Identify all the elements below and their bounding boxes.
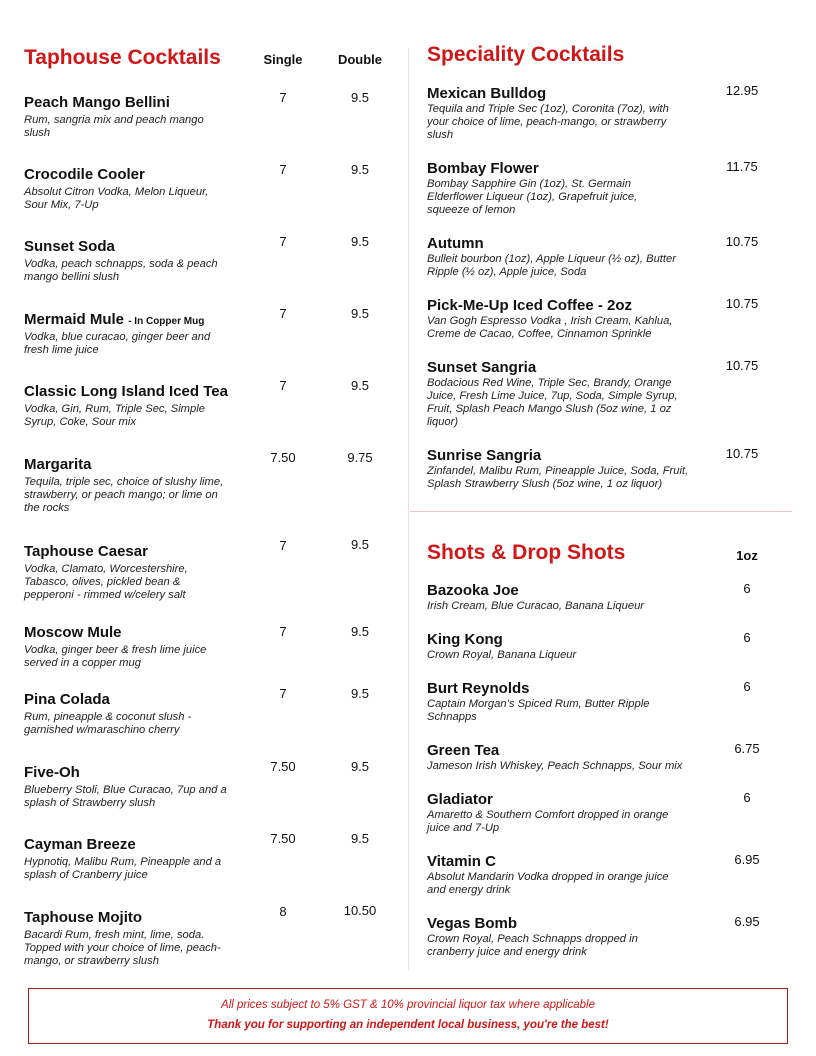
menu-item [24,238,229,284]
thanks-note: Thank you for supporting an independent local business, you're the best! [207,1019,609,1031]
single-price: 8 [279,904,287,919]
menu-item [24,764,236,810]
single-column-header: Single [263,52,303,67]
item-name: Gladiator [427,791,493,808]
item-description: Bodacious Red Wine, Triple Sec, Brandy, Orange Juice, Fresh Lime Juice, 7up, Soda, Simple Syrup, Fruit, Splash Peach Mango Slush (5oz wine, 1 oz liquor) [427,377,678,428]
menu-item [24,311,229,357]
item-description: Amaretto & Southern Comfort dropped in orange juice and 7-Up [427,809,669,834]
menu-item [24,624,224,670]
item-description: Tequila, triple sec, choice of slushy lime, strawberry, or peach mango; or lime on the rocks [24,476,224,514]
item-description: Vodka, Clamato, Worcestershire, Tabasco, olives, pickled bean & pepperoni - rimmed w/celery salt [24,563,188,601]
menu-item [427,297,689,341]
item-name: Bombay Flower [427,160,539,177]
item-name: Pina Colada [24,691,110,708]
double-column-header: Double [337,52,383,67]
double-price: 9.5 [350,759,370,774]
menu-item [427,680,677,724]
size-column-header: 1oz [736,548,758,563]
section-divider [410,511,792,512]
menu-item [24,543,202,602]
menu-item [24,94,229,140]
item-description: Tequila and Triple Sec (1oz), Coronita (7oz), with your choice of lime, peach-mango, or strawberry slush [427,103,669,141]
item-price: 10.75 [725,446,759,461]
item-description: Bacardi Rum, fresh mint, lime, soda. Topped with your choice of lime, peach-mango, or strawberry slush [24,929,221,967]
double-price: 9.5 [350,306,370,321]
item-description: Absolut Citron Vodka, Melon Liqueur, Sour Mix, 7-Up [24,186,209,211]
menu-item [24,456,236,515]
single-price: 7.50 [270,831,296,846]
menu-item [427,85,685,142]
item-name: Taphouse Mojito [24,909,143,926]
item-name: Mermaid Mule - In Copper Mug [24,311,205,328]
menu-item [24,836,236,882]
item-name: Taphouse Caesar [24,543,148,560]
item-description: Blueberry Stoli, Blue Curacao, 7up and a splash of Strawberry slush [24,784,227,809]
item-description: Rum, pineapple & coconut slush - garnished w/maraschino cherry [24,711,192,736]
tax-note: All prices subject to 5% GST & 10% provincial liquor tax where applicable [221,999,595,1011]
item-price: 11.75 [726,159,758,174]
menu-item [24,166,229,212]
single-price: 7 [279,162,287,177]
shots-title: Shots & Drop Shots [427,541,626,564]
double-price: 9.5 [350,624,370,639]
item-description: Hypnotiq, Malibu Rum, Pineapple and a splash of Cranberry juice [24,856,222,881]
menu-item [24,383,229,429]
item-name: Bazooka Joe [427,582,519,599]
item-price: 10.75 [725,358,759,373]
item-description: Crown Royal, Banana Liqueur [427,649,577,661]
double-price: 9.5 [350,162,370,177]
item-description: Rum, sangria mix and peach mango slush [24,114,204,139]
item-name: Mexican Bulldog [427,85,547,102]
single-price: 7 [279,234,287,249]
item-name: Margarita [24,456,92,473]
single-price: 7 [279,90,287,105]
item-description: Vodka, blue curacao, ginger beer and fresh lime juice [24,331,211,356]
item-description: Absolut Mandarin Vodka dropped in orange juice and energy drink [427,871,669,896]
item-price: 10.75 [725,296,759,311]
menu-item [427,915,667,959]
speciality-cocktails-section [427,43,787,958]
item-name: Moscow Mule [24,624,122,641]
single-price: 7 [279,378,287,393]
single-price: 7 [279,686,287,701]
item-name: Vegas Bomb [427,915,518,932]
menu-item [24,691,209,737]
item-description: Vodka, Gin, Rum, Triple Sec, Simple Syrup, Coke, Sour mix [24,403,205,428]
menu-item [427,853,689,897]
item-price: 6.95 [734,852,760,867]
item-price: 6 [743,679,751,694]
item-name: Crocodile Cooler [24,166,145,183]
single-price: 7 [279,624,287,639]
double-price: 9.5 [350,90,370,105]
item-name: King Kong [427,631,503,648]
item-price: 6 [743,581,751,596]
taphouse-cocktails-section [24,46,394,967]
menu-item [24,909,224,968]
column-divider [408,48,409,970]
double-price: 9.5 [350,537,370,552]
single-price: 7 [279,306,287,321]
footer-notice [28,988,788,1044]
double-price: 9.5 [350,234,370,249]
item-name: Cayman Breeze [24,836,136,853]
item-description: Vodka, ginger beer & fresh lime juice served in a copper mug [24,644,207,669]
single-price: 7 [279,538,287,553]
menu-item [427,235,697,279]
item-name: Burt Reynolds [427,680,530,697]
item-name: Sunset Soda [24,238,115,255]
item-name: Five-Oh [24,764,80,781]
item-description: Zinfandel, Malibu Rum, Pineapple Juice, Soda, Fruit, Splash Strawberry Slush (5oz wine, 1 oz liquor) [427,465,689,490]
item-price: 6 [743,790,751,805]
item-name: Sunrise Sangria [427,447,542,464]
menu-item [427,359,689,429]
item-description: Bulleit bourbon (1oz), Apple Liqueur (½ oz), Butter Ripple (½ oz), Apple juice, Soda [427,253,676,278]
single-price: 7.50 [270,450,296,465]
item-description: Bombay Sapphire Gin (1oz), St. Germain Elderflower Liqueur (1oz), Grapefruit juice, squeeze of lemon [427,178,638,216]
item-description: Vodka, peach schnapps, soda & peach mango bellini slush [24,258,218,283]
menu-item [427,582,689,613]
taphouse-cocktails-title: Taphouse Cocktails [24,46,221,69]
item-name: Sunset Sangria [427,359,537,376]
item-description: Captain Morgan’s Spiced Rum, Butter Ripple Schnapps [427,698,650,723]
item-price: 10.75 [725,234,759,249]
double-price: 9.5 [350,378,370,393]
item-price: 6 [743,630,751,645]
speciality-cocktails-title: Speciality Cocktails [427,43,625,66]
menu-item [427,742,707,773]
item-price: 6.95 [734,914,760,929]
double-price: 9.5 [350,831,370,846]
menu-item [427,447,689,491]
menu-item [427,160,667,217]
item-description: Crown Royal, Peach Schnapps dropped in cranberry juice and energy drink [427,933,638,958]
item-name: Peach Mango Bellini [24,94,170,111]
item-price: 6.75 [734,741,760,756]
menu-item [427,631,689,662]
single-price: 7.50 [270,759,296,774]
double-price: 10.50 [343,903,377,918]
item-name: Classic Long Island Iced Tea [24,383,228,400]
item-description: Irish Cream, Blue Curacao, Banana Liqueur [427,600,645,612]
menu-item [427,791,689,835]
item-description: Van Gogh Espresso Vodka , Irish Cream, Kahlua, Creme de Cacao, Coffee, Cinnamon Sprinkle [427,315,673,340]
item-description: Jameson Irish Whiskey, Peach Schnapps, Sour mix [427,760,683,772]
item-name: Vitamin C [427,853,496,870]
double-price: 9.5 [350,686,370,701]
item-name: Pick-Me-Up Iced Coffee - 2oz [427,297,633,314]
item-name: Green Tea [427,742,500,759]
double-price: 9.75 [347,450,373,465]
item-name: Autumn [427,235,484,252]
item-price: 12.95 [725,83,759,98]
